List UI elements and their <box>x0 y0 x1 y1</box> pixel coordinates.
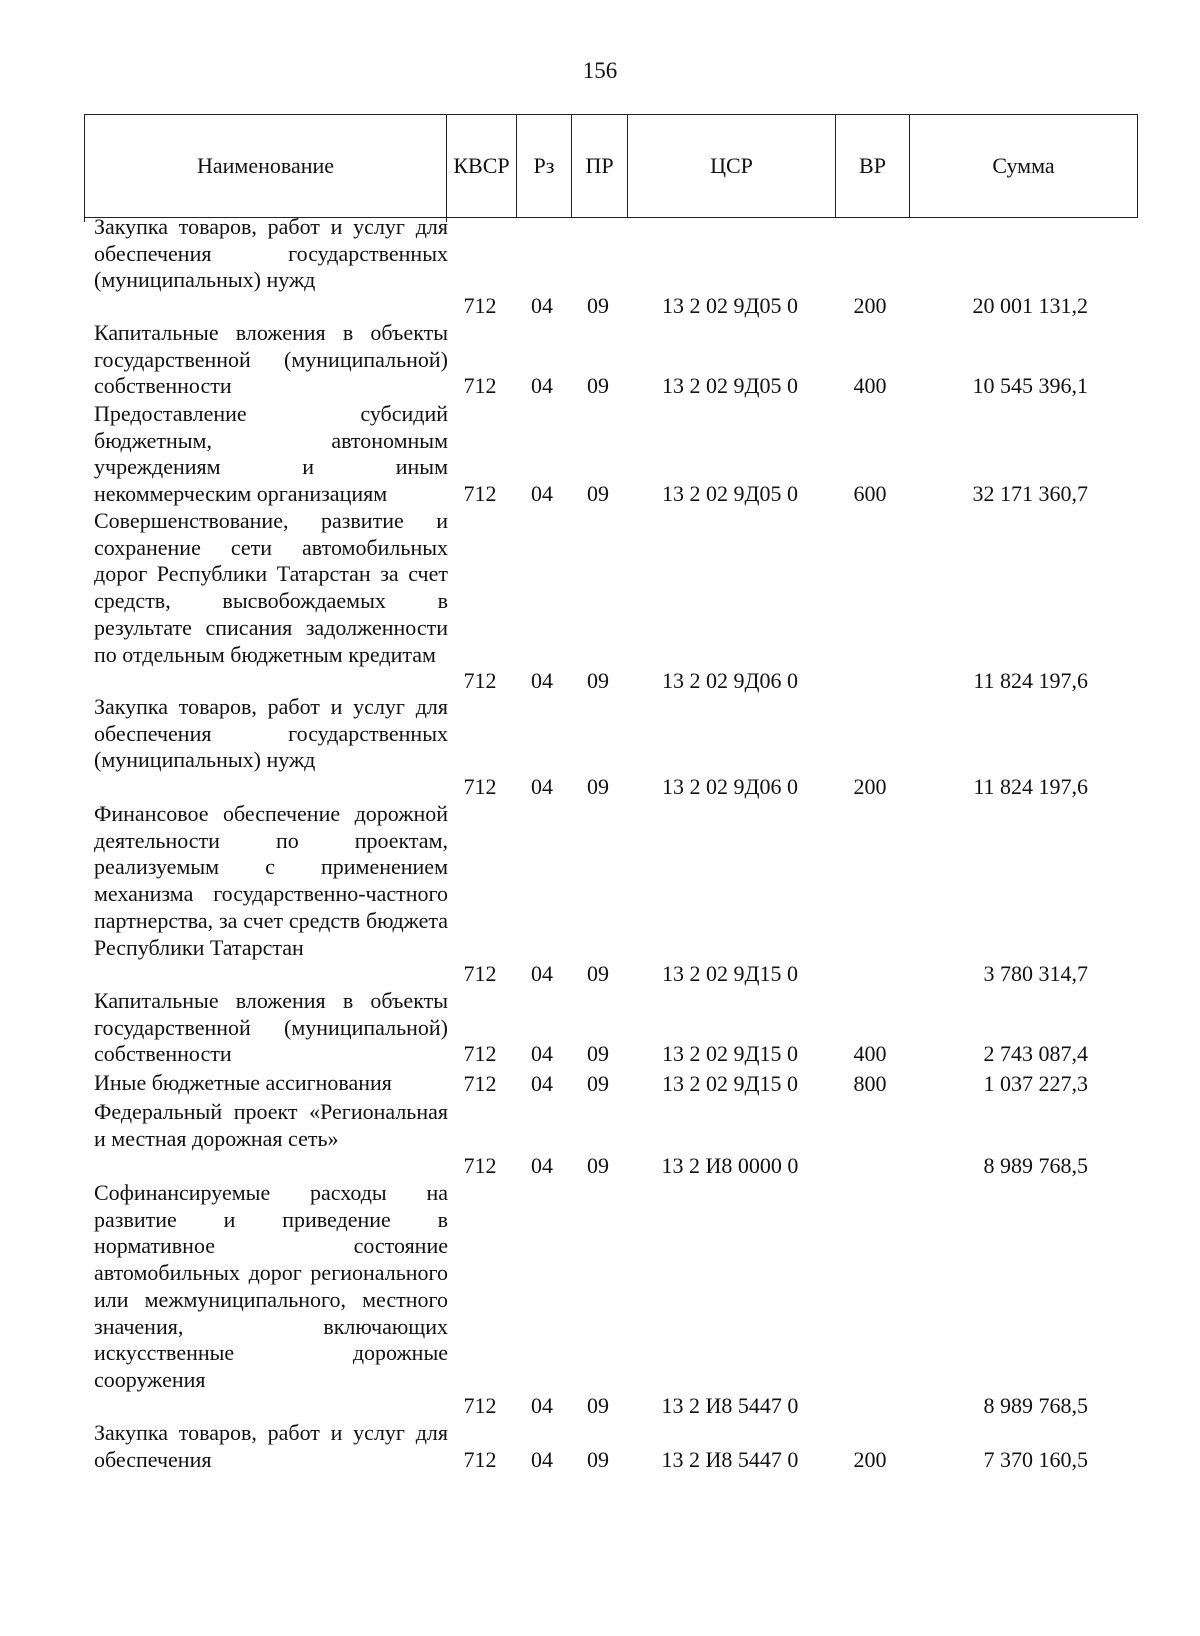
row-kvsr: 712 <box>463 1041 497 1067</box>
row-vr: 400 <box>853 1041 887 1067</box>
row-vr: 400 <box>853 373 887 399</box>
row-csr: 13 2 02 9Д15 0 <box>661 1071 798 1097</box>
header-pr: ПР <box>572 115 628 217</box>
row-csr: 13 2 02 9Д15 0 <box>661 1041 798 1067</box>
header-kvsr: КВСР <box>447 115 517 217</box>
table-header <box>84 114 1138 218</box>
row-name: Федеральный проект «Региональная и местная дорожная сеть» <box>94 1099 448 1151</box>
row-name: Совершенствование, развитие и сохранение сети автомобильных дорог Республики Татарстан за счет средств, высвобождаемых в результате списания задолженности по отдельным бюджетным кредитам <box>94 508 448 667</box>
row-sum: 10 545 396,1 <box>972 373 1088 399</box>
row-name: Закупка товаров, работ и услуг для обеспечения государственных (муниципальных) нужд <box>94 214 448 293</box>
row-sum: 3 780 314,7 <box>983 961 1088 987</box>
row-rz: 04 <box>531 481 553 507</box>
row-name: Закупка товаров, работ и услуг для обеспечения государственных (муниципальных) нужд <box>94 694 448 773</box>
row-sum: 8 989 768,5 <box>983 1153 1088 1179</box>
row-rz: 04 <box>531 1071 553 1097</box>
row-name: Софинансируемые расходы на развитие и приведение в нормативное состояние автомобильных дорог регионального или межмуниципального, местного значения, включающих искусственные дорожные сооружения <box>94 1180 448 1392</box>
row-sum: 11 824 197,6 <box>973 774 1088 800</box>
row-rz: 04 <box>531 668 553 694</box>
row-csr: 13 2 И8 5447 0 <box>661 1447 799 1473</box>
row-pr: 09 <box>587 1447 609 1473</box>
row-rz: 04 <box>531 1447 553 1473</box>
row-kvsr: 712 <box>463 1393 497 1419</box>
row-rz: 04 <box>531 293 553 319</box>
row-pr: 09 <box>587 1041 609 1067</box>
header-sum: Сумма <box>992 153 1055 178</box>
page-number: 156 <box>582 58 618 83</box>
header-name: Наименование <box>85 115 447 217</box>
table-row <box>84 320 1138 400</box>
row-pr: 09 <box>587 293 609 319</box>
header-rz: Рз <box>517 115 572 217</box>
table-row <box>84 988 1138 1068</box>
row-kvsr: 712 <box>463 1071 497 1097</box>
table-row <box>84 1180 1138 1420</box>
header-csr: ЦСР <box>628 115 836 217</box>
row-kvsr: 712 <box>463 1153 497 1179</box>
row-csr: 13 2 02 9Д06 0 <box>661 774 798 800</box>
row-rz: 04 <box>531 373 553 399</box>
row-sum: 7 370 160,5 <box>983 1447 1088 1473</box>
row-name: Иные бюджетные ассигнования <box>94 1070 392 1095</box>
row-kvsr: 712 <box>463 1447 497 1473</box>
row-pr: 09 <box>587 481 609 507</box>
row-name: Закупка товаров, работ и услуг для обеспечения <box>94 1420 448 1472</box>
row-name: Капитальные вложения в объекты государственной (муниципальной) собственности <box>94 320 448 399</box>
row-csr: 13 2 02 9Д06 0 <box>661 668 798 694</box>
row-pr: 09 <box>587 668 609 694</box>
row-name: Предоставление субсидий бюджетным, автономным учреждениям и иным некоммерческим организациям <box>94 401 448 507</box>
row-pr: 09 <box>587 1153 609 1179</box>
row-sum: 8 989 768,5 <box>983 1393 1088 1419</box>
header-vr: ВР <box>836 115 910 217</box>
table-row <box>84 214 1138 320</box>
row-rz: 04 <box>531 1041 553 1067</box>
row-csr: 13 2 02 9Д05 0 <box>661 373 798 399</box>
row-csr: 13 2 02 9Д05 0 <box>661 481 798 507</box>
row-sum: 1 037 227,3 <box>983 1071 1088 1097</box>
row-pr: 09 <box>587 1393 609 1419</box>
row-vr: 600 <box>853 481 887 507</box>
row-vr: 200 <box>853 293 887 319</box>
row-name: Финансовое обеспечение дорожной деятельности по проектам, реализуемым с применением механизма государственно-частного партнерства, за счет средств бюджета Республики Татарстан <box>94 801 448 960</box>
row-csr: 13 2 И8 0000 0 <box>661 1153 799 1179</box>
table-row <box>84 401 1138 508</box>
row-csr: 13 2 02 9Д15 0 <box>661 961 798 987</box>
row-rz: 04 <box>531 1393 553 1419</box>
row-kvsr: 712 <box>463 481 497 507</box>
row-rz: 04 <box>531 774 553 800</box>
row-vr: 200 <box>853 1447 887 1473</box>
table-row <box>84 1099 1138 1180</box>
row-pr: 09 <box>587 961 609 987</box>
row-kvsr: 712 <box>463 373 497 399</box>
row-sum: 32 171 360,7 <box>972 481 1088 507</box>
row-kvsr: 712 <box>463 668 497 694</box>
row-rz: 04 <box>531 1153 553 1179</box>
row-sum: 20 001 131,2 <box>972 293 1088 319</box>
row-vr: 200 <box>853 774 887 800</box>
row-vr: 800 <box>853 1071 887 1097</box>
table-row <box>84 508 1138 695</box>
row-sum: 2 743 087,4 <box>983 1041 1088 1067</box>
row-kvsr: 712 <box>463 961 497 987</box>
table-row <box>84 1068 1138 1098</box>
row-pr: 09 <box>587 774 609 800</box>
row-rz: 04 <box>531 961 553 987</box>
row-pr: 09 <box>587 373 609 399</box>
row-csr: 13 2 И8 5447 0 <box>661 1393 799 1419</box>
row-sum: 11 824 197,6 <box>973 668 1088 694</box>
row-pr: 09 <box>587 1071 609 1097</box>
row-kvsr: 712 <box>463 774 497 800</box>
table-row <box>84 801 1138 988</box>
table-row <box>84 694 1138 801</box>
table-row <box>84 1420 1138 1474</box>
row-name: Капитальные вложения в объекты государственной (муниципальной) собственности <box>94 988 448 1067</box>
row-kvsr: 712 <box>463 293 497 319</box>
row-csr: 13 2 02 9Д05 0 <box>661 293 798 319</box>
